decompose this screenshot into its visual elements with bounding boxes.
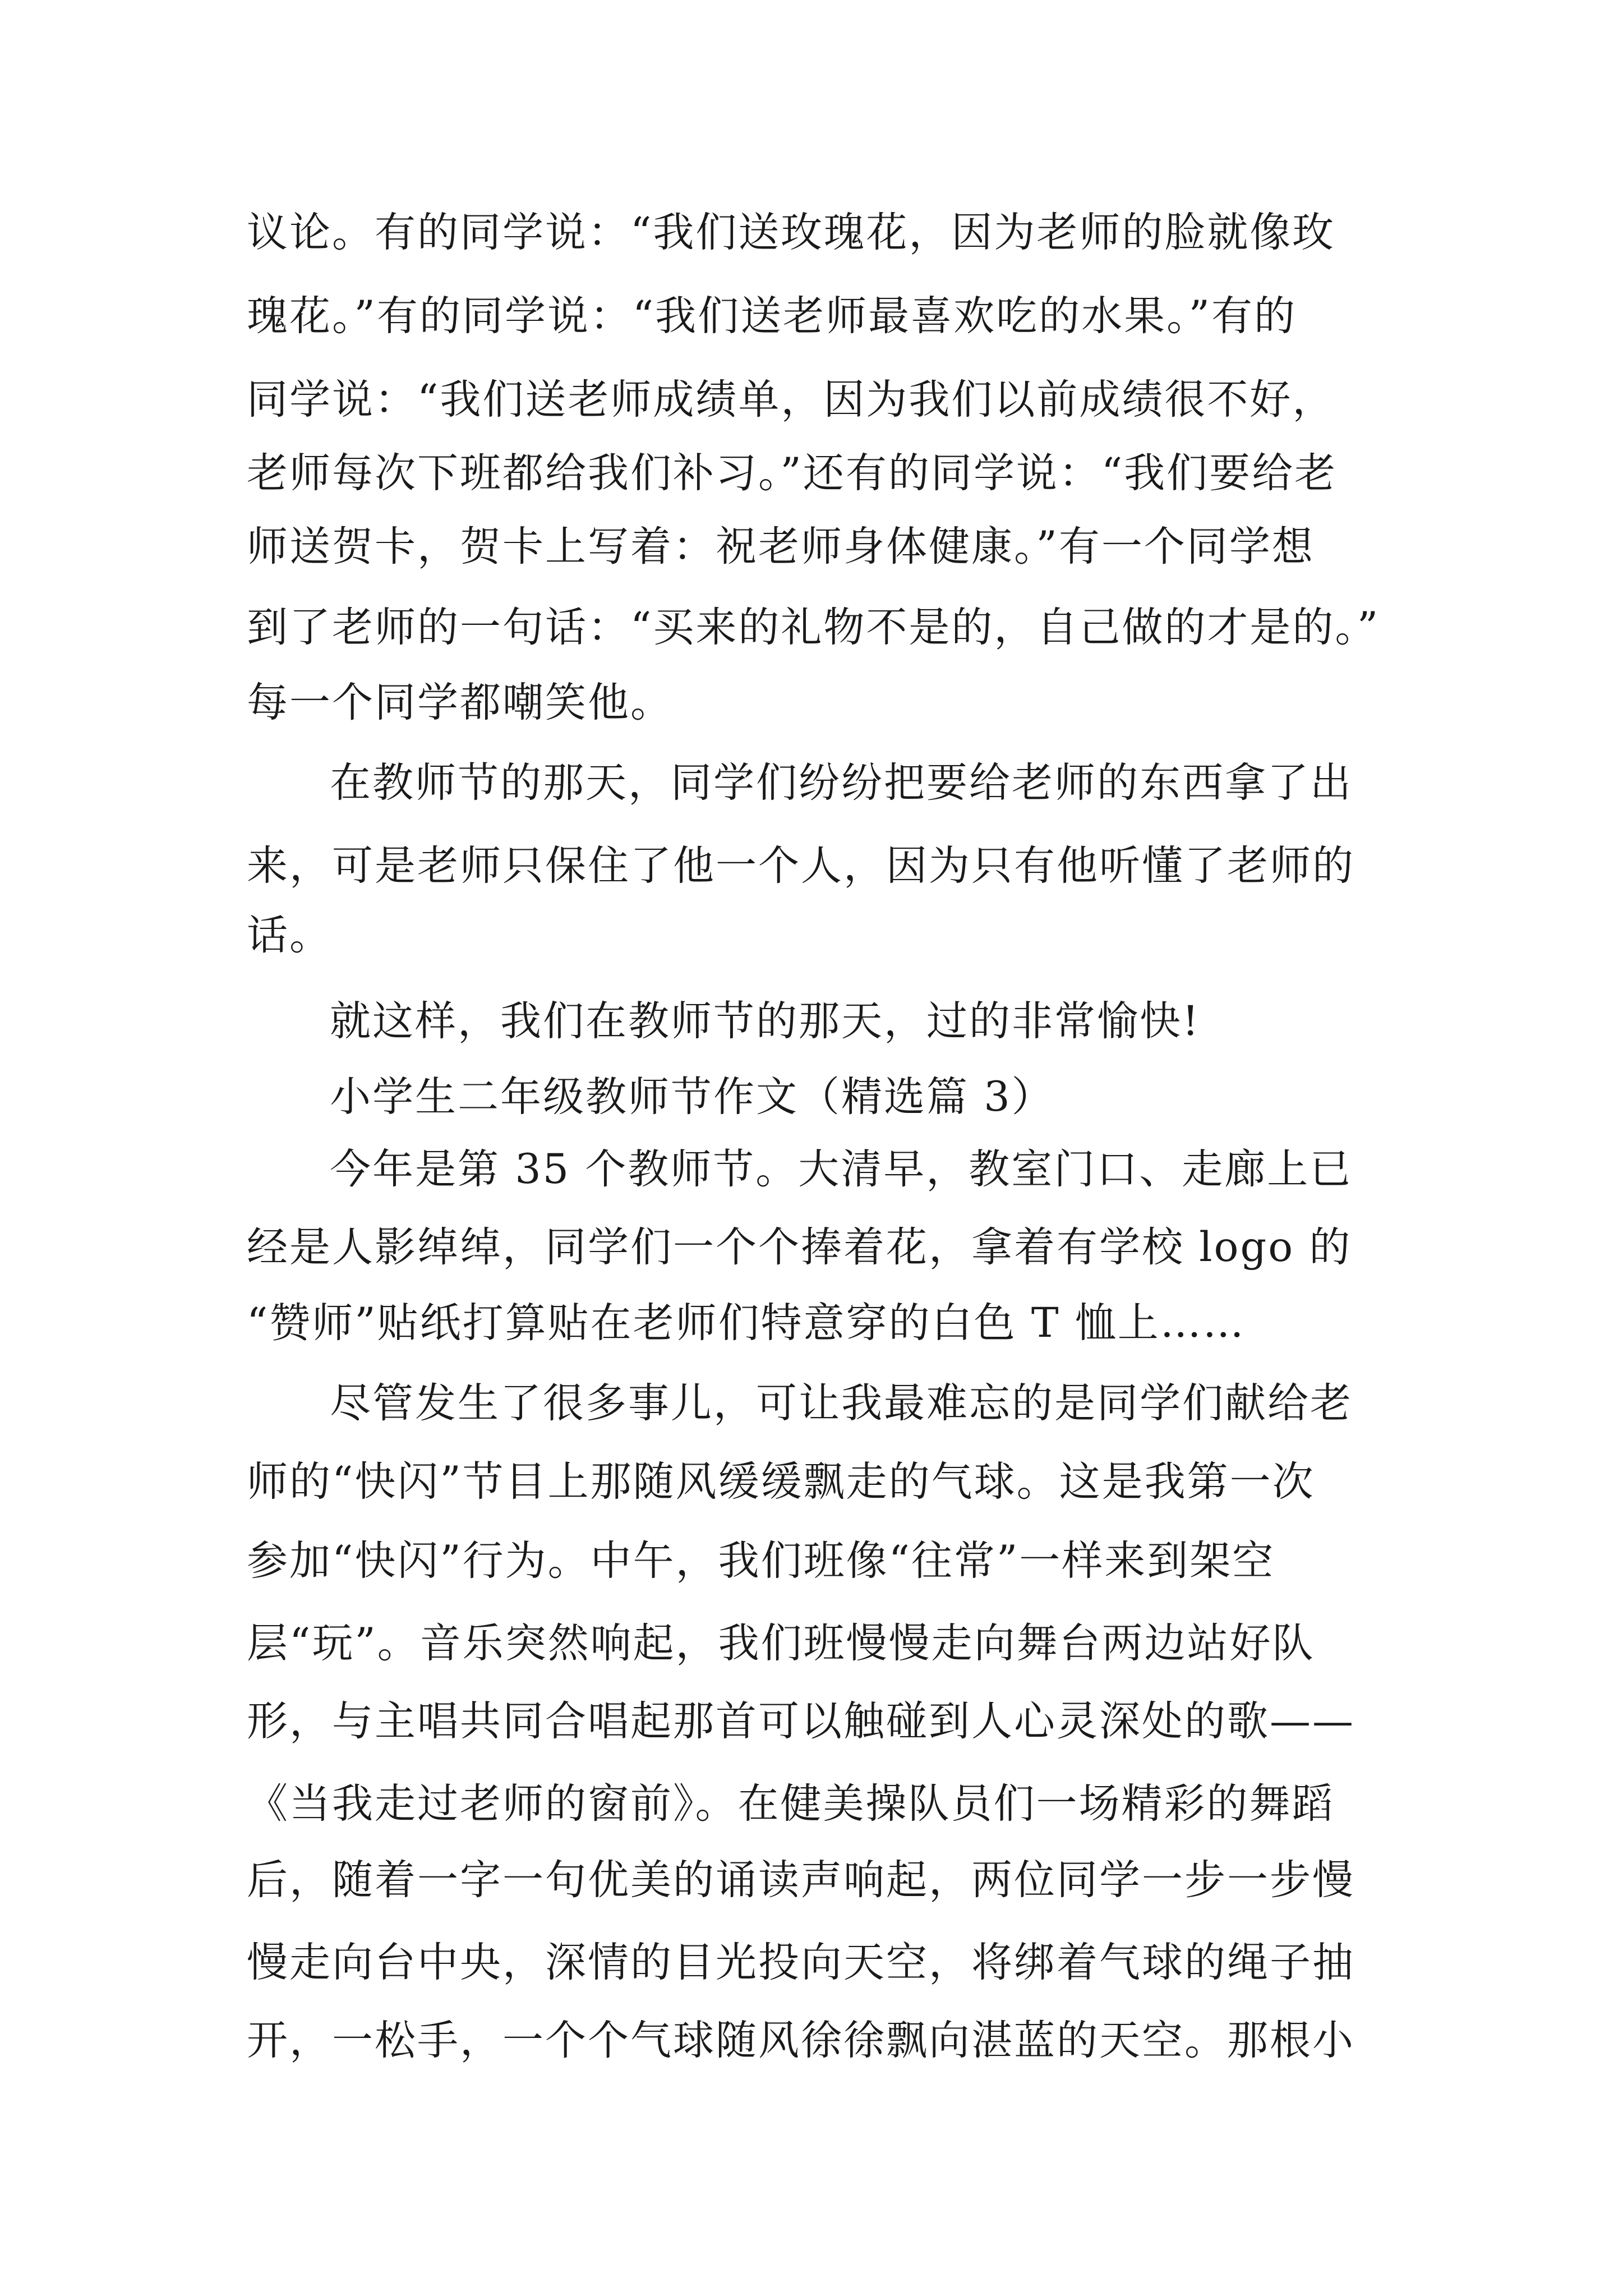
- text-line-4: 老师每次下班都给我们补习。”还有的同学说：“我们要给老: [247, 449, 1338, 497]
- text-line-20: 形，与主唱共同合唱起那首可以触碰到人心灵深处的歌——: [247, 1697, 1355, 1745]
- paragraph-start-line: 今年是第 35 个教师节。大清早，教室门口、走廊上已: [330, 1145, 1353, 1193]
- text-line-5: 师送贺卡，贺卡上写着：祝老师身体健康。”有一个同学想: [247, 523, 1315, 570]
- text-line-24: 开，一松手，一个个气球随风徐徐飘向湛蓝的天空。那根小: [247, 2017, 1355, 2064]
- text-line-3: 同学说：“我们送老师成绩单，因为我们以前成绩很不好，: [247, 376, 1335, 424]
- section-heading: 小学生二年级教师节作文（精选篇 3）: [330, 1073, 1054, 1121]
- text-line-17: 师的“快闪”节目上那随风缓缓飘走的气球。这是我第一次: [247, 1458, 1315, 1506]
- text-line-22: 后，随着一字一句优美的诵读声响起，两位同学一步一步慢: [247, 1856, 1355, 1904]
- paragraph-start-line: 就这样，我们在教师节的那天，过的非常愉快!: [330, 997, 1201, 1045]
- text-line-1: 议论。有的同学说：“我们送玫瑰花，因为老师的脸就像玫: [247, 209, 1335, 256]
- paragraph-start-line: 在教师节的那天，同学们纷纷把要给老师的东西拿了出: [330, 759, 1353, 807]
- text-line-6: 到了老师的一句话：“买来的礼物不是的，自己做的才是的。”: [247, 604, 1380, 651]
- text-line-15: “赞师”贴纸打算贴在老师们特意穿的白色 T 恤上……: [247, 1299, 1246, 1347]
- paragraph-start-line: 尽管发生了很多事儿，可让我最难忘的是同学们献给老: [330, 1379, 1353, 1427]
- text-line-9: 来，可是老师只保住了他一个人，因为只有他听懂了老师的: [247, 842, 1355, 890]
- text-line-14: 经是人影绰绰，同学们一个个捧着花，拿着有学校 logo 的: [247, 1223, 1352, 1271]
- text-line-21: 《当我走过老师的窗前》。在健美操队员们一场精彩的舞蹈: [247, 1780, 1335, 1828]
- text-line-7: 每一个同学都嘲笑他。: [247, 679, 673, 726]
- text-line-18: 参加“快闪”行为。中午，我们班像“往常”一样来到架空: [247, 1537, 1275, 1585]
- text-line-10: 话。: [247, 912, 332, 959]
- text-line-2: 瑰花。”有的同学说：“我们送老师最喜欢吃的水果。”有的: [247, 292, 1297, 340]
- text-line-23: 慢走向台中央，深情的目光投向天空，将绑着气球的绳子抽: [247, 1939, 1355, 1986]
- text-line-19: 层“玩”。音乐突然响起，我们班慢慢走向舞台两边站好队: [247, 1619, 1315, 1667]
